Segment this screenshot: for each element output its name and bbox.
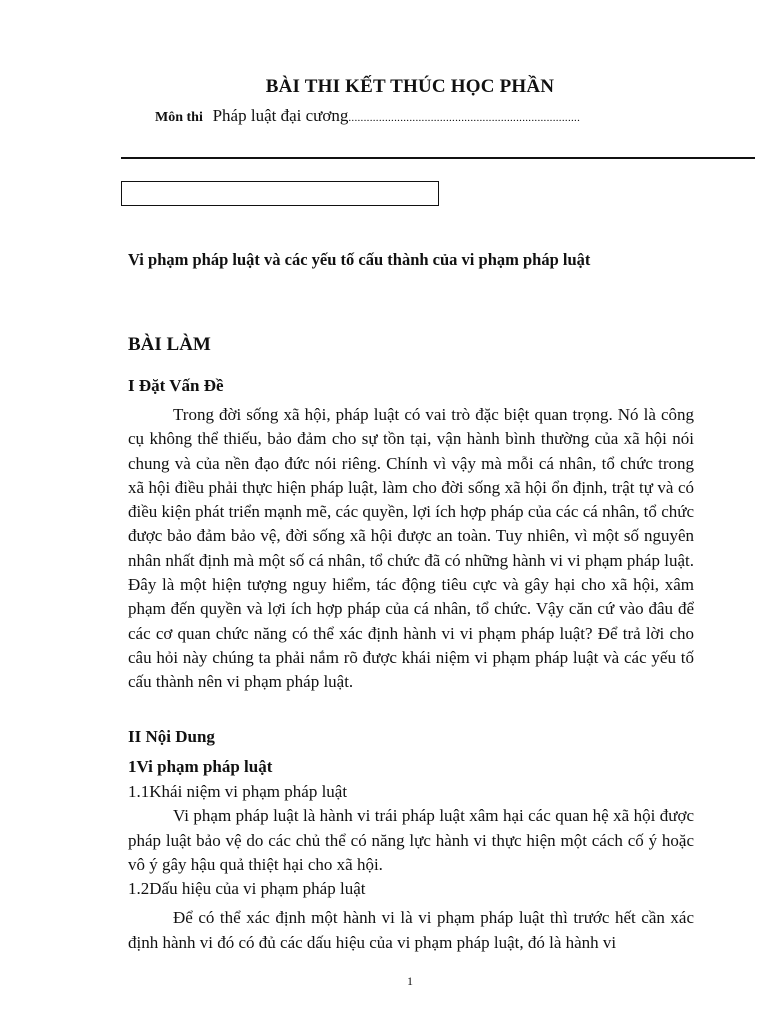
subject-dots: ............................................................................ [348,112,581,124]
empty-info-box [121,181,439,206]
subsection-1-2-text: Để có thể xác định một hành vi là vi phạm pháp luật thì trước hết cần xác định hành vi đó có đủ các dấu hiệu của vi phạm pháp luật, đó là hành vi [128,908,694,952]
essay-topic: Vi phạm pháp luật và các yếu tố cấu thành của vi phạm pháp luật [128,250,591,269]
exam-title: BÀI THI KẾT THÚC HỌC PHẦN [265,76,555,97]
horizontal-rule [121,157,755,159]
subsection-1-1-text: Vi phạm pháp luật là hành vi trái pháp luật xâm hại các quan hệ xã hội được pháp luật bảo vệ do các chủ thể có năng lực hành vi thực hiện một cách cố ý hoặc vô ý gây hậu quả thiệt hại cho xã hội. [128,806,694,874]
page-number: 1 [407,974,413,988]
subject-line [155,106,580,126]
section-2-heading: II Nội Dung [128,727,215,746]
subject-value: Pháp luật đại cương [212,106,349,125]
section-1-body [128,403,694,695]
subsection-1-2-title: 1.2Dấu hiệu của vi phạm pháp luật [128,879,366,899]
answer-heading: BÀI LÀM [128,334,211,355]
subsection-1-heading: 1Vi phạm pháp luật [128,757,273,776]
section-2-body [128,780,694,955]
subject-label: Môn thi [155,110,203,125]
section-1-paragraph: Trong đời sống xã hội, pháp luật có vai trò đặc biệt quan trọng. Nó là công cụ không thể thiếu, bảo đảm cho sự tồn tại, vận hành bình thường của xã hội nói chung và của nền đạo đức nói riêng. Chính vì vậy mà mỗi cá nhân, tổ chức trong xã hội điều phải thực hiện pháp luật, làm cho đời sống xã hội ổn định, trật tự và có điều kiện phát triển mạnh mẽ, các quyền, lợi ích hợp pháp của các cá nhân, tổ chức được bảo đảm bảo vệ, đời sống xã hội được an toàn. Tuy nhiên, vì một số nguyên nhân nhất định mà một số cá nhân, tổ chức đã có những hành vi vi phạm pháp luật. Đây là một hiện tượng nguy hiểm, tác động tiêu cực và gây hại cho xã hội, xâm phạm đến quyền và lợi ích hợp pháp của cá nhân, tổ chức. Vậy căn cứ vào đâu để các cơ quan chức năng có thể xác định hành vi vi phạm pháp luật? Để trả lời cho câu hỏi này chúng ta phải nắm rõ được khái niệm vi phạm pháp luật và các yếu tố cấu thành nên vi phạm pháp luật. [128,405,694,692]
subsection-1-1-title: 1.1Khái niệm vi phạm pháp luật [128,782,348,801]
section-1-heading: I Đặt Vấn Đề [128,376,224,395]
